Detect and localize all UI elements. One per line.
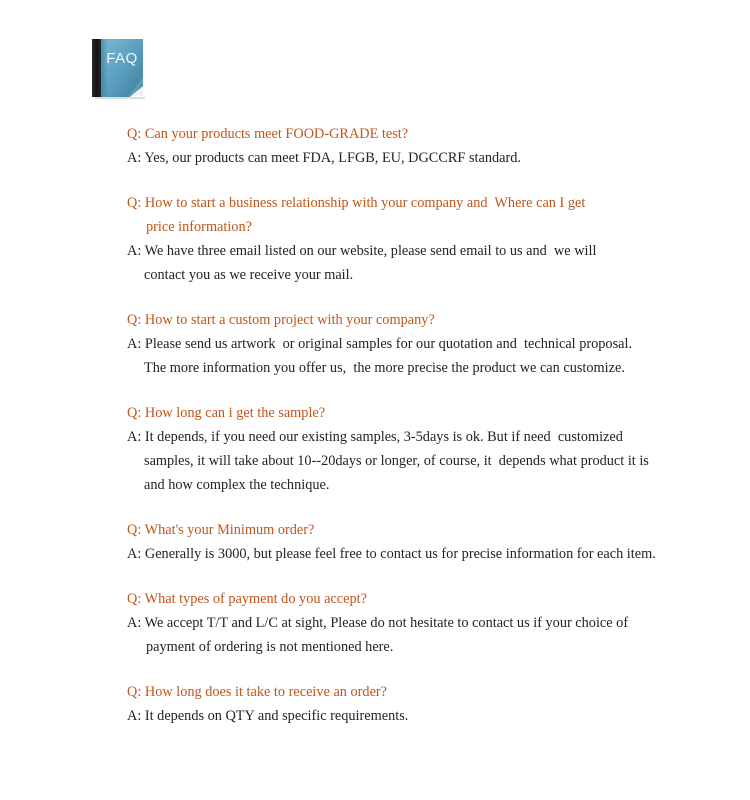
faq-list [127,122,727,728]
faq-question-line: Q: What types of payment do you accept? [127,591,367,607]
faq-icon-label: FAQ [106,50,138,67]
faq-item [127,518,727,566]
faq-answer-line: A: Generally is 3000, but please feel free to contact us for precise information for each item. [127,546,656,562]
faq-answer-line-continued: and how complex the technique. [144,477,330,493]
faq-question-line: Q: How to start a custom project with your company? [127,312,435,328]
faq-icon-spine [92,39,101,97]
faq-question-line: Q: How long does it take to receive an order? [127,684,388,700]
faq-question-line: Q: Can your products meet FOOD-GRADE test? [127,126,409,142]
faq-question-line: Q: What's your Minimum order? [127,522,315,538]
faq-item [127,401,727,497]
faq-question-line: Q: How long can i get the sample? [127,405,326,421]
faq-answer-line: A: We have three email listed on our website, please send email to us and we will [127,243,597,259]
faq-question-line: Q: How to start a business relationship with your company and Where can I get [127,195,586,211]
faq-answer-line: A: We accept T/T and L/C at sight, Please do not hesitate to contact us if your choice of [127,615,629,631]
faq-answer-line: A: Please send us artwork or original samples for our quotation and technical proposal. [127,336,633,352]
faq-answer-line: A: It depends, if you need our existing samples, 3-5days is ok. But if need customized [127,429,623,445]
faq-book-icon [88,37,154,101]
faq-answer-line-continued: samples, it will take about 10--20days or longer, of course, it depends what product it is [144,453,649,469]
faq-question-line-continued: price information? [146,219,252,235]
faq-answer-line-continued: The more information you offer us, the more precise the product we can customize. [144,360,625,376]
faq-book-icon-graphic [88,37,154,101]
faq-item [127,308,727,380]
faq-item [127,191,727,287]
faq-answer-line: A: It depends on QTY and specific requirements. [127,708,409,724]
faq-icon-cover-shade [101,39,108,97]
faq-answer-line: A: Yes, our products can meet FDA, LFGB, EU, DGCCRF standard. [127,150,521,166]
faq-item [127,587,727,659]
faq-item [127,680,727,728]
faq-answer-line-continued: contact you as we receive your mail. [144,267,354,283]
faq-item [127,122,727,170]
faq-answer-line-continued: payment of ordering is not mentioned here. [146,639,394,655]
